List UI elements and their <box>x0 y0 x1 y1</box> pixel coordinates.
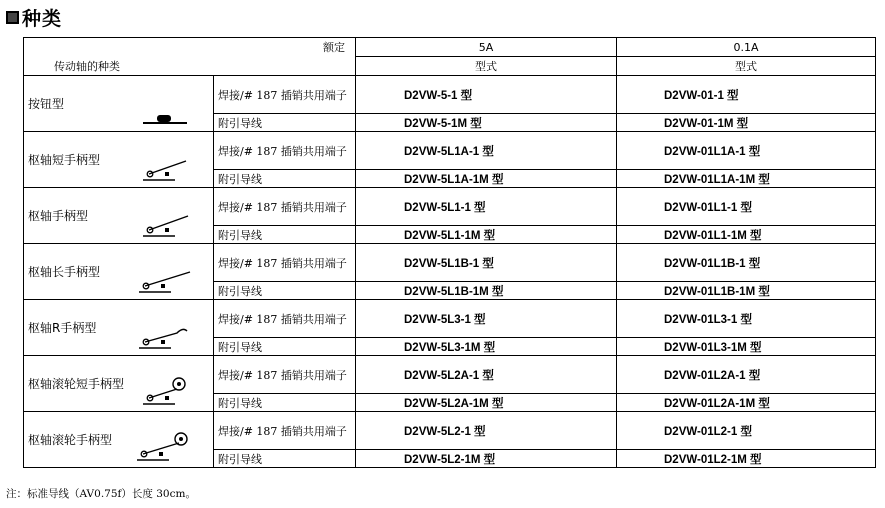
lead-wire-type: 附引导线 <box>214 338 356 356</box>
table-row <box>24 188 876 226</box>
actuator-type-name: 枢轴R手柄型 <box>28 321 97 335</box>
model-5a-lead: D2VW-5L1B-1M 型 <box>356 282 617 300</box>
model-5a: D2VW-5L1A-1 型 <box>356 132 617 170</box>
terminal-type: 焊接/# 187 插销共用端子 <box>214 76 356 114</box>
lead-wire-type: 附引导线 <box>214 394 356 412</box>
model-5a: D2VW-5L2-1 型 <box>356 412 617 450</box>
table-row <box>24 132 876 170</box>
lead-wire-type: 附引导线 <box>214 450 356 468</box>
actuator-type-cell <box>24 300 214 356</box>
actuator-type-name: 枢轴短手柄型 <box>28 153 101 167</box>
model-01a-lead: D2VW-01L1A-1M 型 <box>617 170 876 188</box>
model-label-5a: 型式 <box>356 57 617 76</box>
terminal-type: 焊接/# 187 插销共用端子 <box>214 244 356 282</box>
lead-wire-type: 附引导线 <box>214 226 356 244</box>
lead-wire-type: 附引导线 <box>214 170 356 188</box>
actuator-type-name: 枢轴长手柄型 <box>28 265 101 279</box>
header-row-1 <box>24 38 876 57</box>
lead-wire-type: 附引导线 <box>214 282 356 300</box>
rating-label: 额定 <box>24 38 356 57</box>
model-5a: D2VW-5L1B-1 型 <box>356 244 617 282</box>
actuator-type-cell <box>24 132 214 188</box>
actuator-type-cell <box>24 356 214 412</box>
model-5a-lead: D2VW-5L3-1M 型 <box>356 338 617 356</box>
model-5a-lead: D2VW-5-1M 型 <box>356 114 617 132</box>
model-01a: D2VW-01L1A-1 型 <box>617 132 876 170</box>
table-row <box>24 244 876 282</box>
terminal-type: 焊接/# 187 插销共用端子 <box>214 132 356 170</box>
model-01a-lead: D2VW-01L2A-1M 型 <box>617 394 876 412</box>
footnote: 注：标准导线（AV0.75f）长度 30cm。 <box>6 488 196 500</box>
actuator-type-name: 枢轴滚轮手柄型 <box>28 433 113 447</box>
model-5a-lead: D2VW-5L2-1M 型 <box>356 450 617 468</box>
terminal-type: 焊接/# 187 插销共用端子 <box>214 300 356 338</box>
col-5a-header: 5A <box>356 38 617 57</box>
model-01a: D2VW-01L2-1 型 <box>617 412 876 450</box>
model-01a: D2VW-01L3-1 型 <box>617 300 876 338</box>
black-square-icon <box>6 11 19 24</box>
model-01a-lead: D2VW-01L3-1M 型 <box>617 338 876 356</box>
model-5a: D2VW-5L3-1 型 <box>356 300 617 338</box>
actuator-type-cell <box>24 244 214 300</box>
terminal-type: 焊接/# 187 插销共用端子 <box>214 356 356 394</box>
model-01a: D2VW-01L1-1 型 <box>617 188 876 226</box>
model-5a-lead: D2VW-5L1-1M 型 <box>356 226 617 244</box>
header-row-2 <box>24 57 876 76</box>
terminal-type: 焊接/# 187 插销共用端子 <box>214 188 356 226</box>
table-row <box>24 300 876 338</box>
table-row <box>24 76 876 114</box>
actuator-type-cell <box>24 76 214 132</box>
actuator-type-cell <box>24 412 214 468</box>
product-type-table <box>23 37 876 468</box>
model-5a: D2VW-5-1 型 <box>356 76 617 114</box>
table-row <box>24 356 876 394</box>
model-label-01a: 型式 <box>617 57 876 76</box>
model-01a: D2VW-01-1 型 <box>617 76 876 114</box>
actuator-type-name: 枢轴滚轮短手柄型 <box>28 377 125 391</box>
table-row <box>24 412 876 450</box>
section-title: 种类 <box>22 7 63 30</box>
actuator-type-cell <box>24 188 214 244</box>
lead-wire-type: 附引导线 <box>214 114 356 132</box>
model-5a: D2VW-5L1-1 型 <box>356 188 617 226</box>
model-5a-lead: D2VW-5L1A-1M 型 <box>356 170 617 188</box>
model-01a-lead: D2VW-01L1-1M 型 <box>617 226 876 244</box>
model-5a: D2VW-5L2A-1 型 <box>356 356 617 394</box>
terminal-type: 焊接/# 187 插销共用端子 <box>214 412 356 450</box>
model-01a: D2VW-01L1B-1 型 <box>617 244 876 282</box>
col-01a-header: 0.1A <box>617 38 876 57</box>
model-01a-lead: D2VW-01-1M 型 <box>617 114 876 132</box>
model-01a: D2VW-01L2A-1 型 <box>617 356 876 394</box>
actuator-type-name: 按钮型 <box>28 97 65 111</box>
model-01a-lead: D2VW-01L2-1M 型 <box>617 450 876 468</box>
model-01a-lead: D2VW-01L1B-1M 型 <box>617 282 876 300</box>
actuator-type-name: 枢轴手柄型 <box>28 209 89 223</box>
axis-type-label: 传动轴的种类 <box>24 57 356 76</box>
section-heading <box>6 4 62 30</box>
model-5a-lead: D2VW-5L2A-1M 型 <box>356 394 617 412</box>
